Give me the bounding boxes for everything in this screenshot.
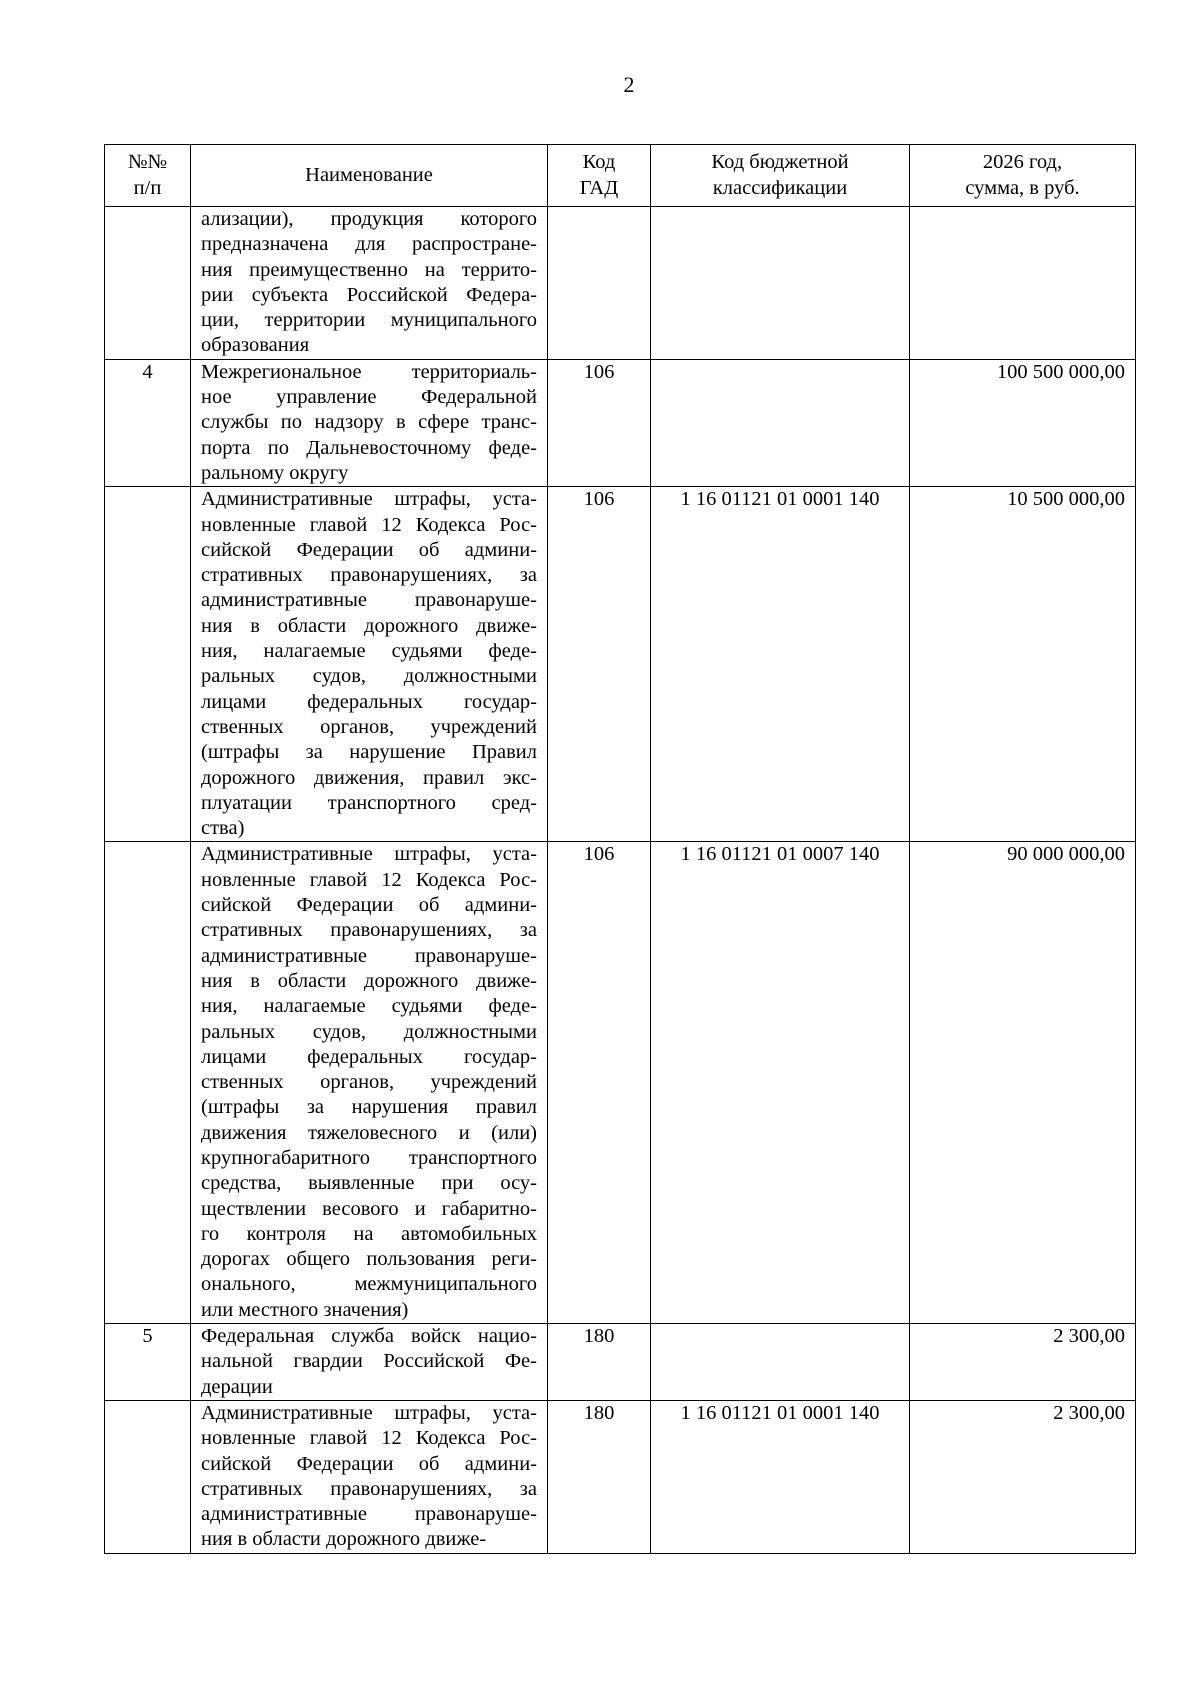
name-line: ния в области дорожного движе- bbox=[201, 614, 537, 637]
table-row bbox=[105, 359, 1136, 486]
row-number bbox=[105, 487, 191, 842]
name-line: сийской Федерации об админи- bbox=[201, 894, 537, 917]
name-line: Федеральная служба войск нацио- bbox=[201, 1325, 537, 1348]
budget-table bbox=[104, 144, 1136, 1554]
row-gad-code: 180 bbox=[548, 1400, 651, 1553]
name-line: ния, налагаемые судьями феде- bbox=[201, 995, 537, 1018]
name-line: ния в области дорожного движе- bbox=[201, 1528, 487, 1551]
name-line: средства, выявленные при осу- bbox=[201, 1172, 537, 1195]
name-line: стративных правонарушениях, за bbox=[201, 919, 537, 942]
row-sum bbox=[910, 207, 1136, 360]
header-num: №№ п/п bbox=[105, 145, 191, 207]
name-line: ральных судов, должностными bbox=[201, 1020, 537, 1043]
name-line: лицами федеральных государ- bbox=[201, 1045, 537, 1068]
name-line: ное управление Федеральной bbox=[201, 386, 537, 409]
name-line: го контроля на автомобильных bbox=[201, 1222, 537, 1245]
row-kbk-code: 1 16 01121 01 0001 140 bbox=[651, 487, 910, 842]
row-name bbox=[191, 842, 548, 1324]
name-line: стративных правонарушениях, за bbox=[201, 564, 537, 587]
name-line: Административные штрафы, уста- bbox=[201, 843, 537, 866]
name-line: ществлении весового и габаритно- bbox=[201, 1197, 537, 1220]
name-line: ния преимущественно на террито- bbox=[201, 258, 537, 281]
name-line: онального, межмуниципального bbox=[201, 1273, 537, 1296]
name-line: рии субъекта Российской Федера- bbox=[201, 283, 537, 306]
header-sum: 2026 год, сумма, в руб. bbox=[910, 145, 1136, 207]
row-kbk-code: 1 16 01121 01 0001 140 bbox=[651, 1400, 910, 1553]
row-gad-code bbox=[548, 207, 651, 360]
table-header-row bbox=[105, 145, 1136, 207]
name-line: (штрафы за нарушения правил bbox=[201, 1096, 537, 1119]
row-sum: 10 500 000,00 bbox=[910, 487, 1136, 842]
row-number: 5 bbox=[105, 1324, 191, 1401]
name-line: новленные главой 12 Кодекса Рос- bbox=[201, 1427, 537, 1450]
name-line: нальной гвардии Российской Фе- bbox=[201, 1350, 537, 1373]
table-row bbox=[105, 207, 1136, 360]
row-sum: 90 000 000,00 bbox=[910, 842, 1136, 1324]
row-number bbox=[105, 1400, 191, 1553]
name-line: ния в области дорожного движе- bbox=[201, 969, 537, 992]
name-line: дорожного движения, правил экс- bbox=[201, 766, 537, 789]
name-line: службы по надзору в сфере транс- bbox=[201, 411, 537, 434]
row-name bbox=[191, 359, 548, 486]
table-row bbox=[105, 842, 1136, 1324]
row-name bbox=[191, 1324, 548, 1401]
row-name bbox=[191, 207, 548, 360]
row-gad-code: 180 bbox=[548, 1324, 651, 1401]
name-line: лицами федеральных государ- bbox=[201, 690, 537, 713]
name-line: административные правонаруше- bbox=[201, 589, 537, 612]
name-line: ализации), продукция которого bbox=[201, 208, 537, 230]
table-body bbox=[105, 207, 1136, 1554]
name-line: административные правонаруше- bbox=[201, 944, 537, 967]
name-line: административные правонаруше- bbox=[201, 1503, 537, 1526]
row-gad-code: 106 bbox=[548, 359, 651, 486]
name-line: дерации bbox=[201, 1375, 273, 1398]
page-number: 2 bbox=[623, 72, 635, 97]
header-name: Наименование bbox=[191, 145, 548, 207]
row-sum: 100 500 000,00 bbox=[910, 359, 1136, 486]
row-sum: 2 300,00 bbox=[910, 1324, 1136, 1401]
name-line: ственных органов, учреждений bbox=[201, 715, 537, 738]
name-line: или местного значения) bbox=[201, 1298, 409, 1321]
name-line: ции, территории муниципального bbox=[201, 309, 537, 332]
name-line: образования bbox=[201, 334, 310, 357]
row-name bbox=[191, 487, 548, 842]
name-line: ния, налагаемые судьями феде- bbox=[201, 640, 537, 663]
name-line: (штрафы за нарушение Правил bbox=[201, 741, 537, 764]
name-line: ственных органов, учреждений bbox=[201, 1071, 537, 1094]
name-line: новленные главой 12 Кодекса Рос- bbox=[201, 868, 537, 891]
row-kbk-code bbox=[651, 207, 910, 360]
row-gad-code: 106 bbox=[548, 842, 651, 1324]
name-line: порта по Дальневосточному феде- bbox=[201, 436, 537, 459]
name-line: предназначена для распростране- bbox=[201, 233, 537, 256]
header-gad: Код ГАД bbox=[548, 145, 651, 207]
row-kbk-code: 1 16 01121 01 0007 140 bbox=[651, 842, 910, 1324]
name-line: движения тяжеловесного и (или) bbox=[201, 1121, 537, 1144]
name-line: дорогах общего пользования реги- bbox=[201, 1248, 537, 1271]
row-number bbox=[105, 207, 191, 360]
name-line: ральных судов, должностными bbox=[201, 665, 537, 688]
name-line: сийской Федерации об админи- bbox=[201, 1452, 537, 1475]
name-line: сийской Федерации об админи- bbox=[201, 538, 537, 561]
name-line: ральному округу bbox=[201, 461, 349, 484]
row-number bbox=[105, 842, 191, 1324]
table-row bbox=[105, 1324, 1136, 1401]
row-kbk-code bbox=[651, 359, 910, 486]
row-kbk-code bbox=[651, 1324, 910, 1401]
row-number: 4 bbox=[105, 359, 191, 486]
row-gad-code: 106 bbox=[548, 487, 651, 842]
row-sum: 2 300,00 bbox=[910, 1400, 1136, 1553]
name-line: стративных правонарушениях, за bbox=[201, 1477, 537, 1500]
table-row bbox=[105, 1400, 1136, 1553]
row-name bbox=[191, 1400, 548, 1553]
name-line: Административные штрафы, уста- bbox=[201, 488, 537, 511]
name-line: ства) bbox=[201, 817, 245, 840]
name-line: новленные главой 12 Кодекса Рос- bbox=[201, 513, 537, 536]
name-line: Административные штрафы, уста- bbox=[201, 1401, 537, 1424]
table-row bbox=[105, 487, 1136, 842]
name-line: плуатации транспортного сред- bbox=[201, 791, 537, 814]
header-kbk: Код бюджетной классификации bbox=[651, 145, 910, 207]
name-line: Межрегиональное территориаль- bbox=[201, 360, 537, 383]
name-line: крупногабаритного транспортного bbox=[201, 1146, 537, 1169]
